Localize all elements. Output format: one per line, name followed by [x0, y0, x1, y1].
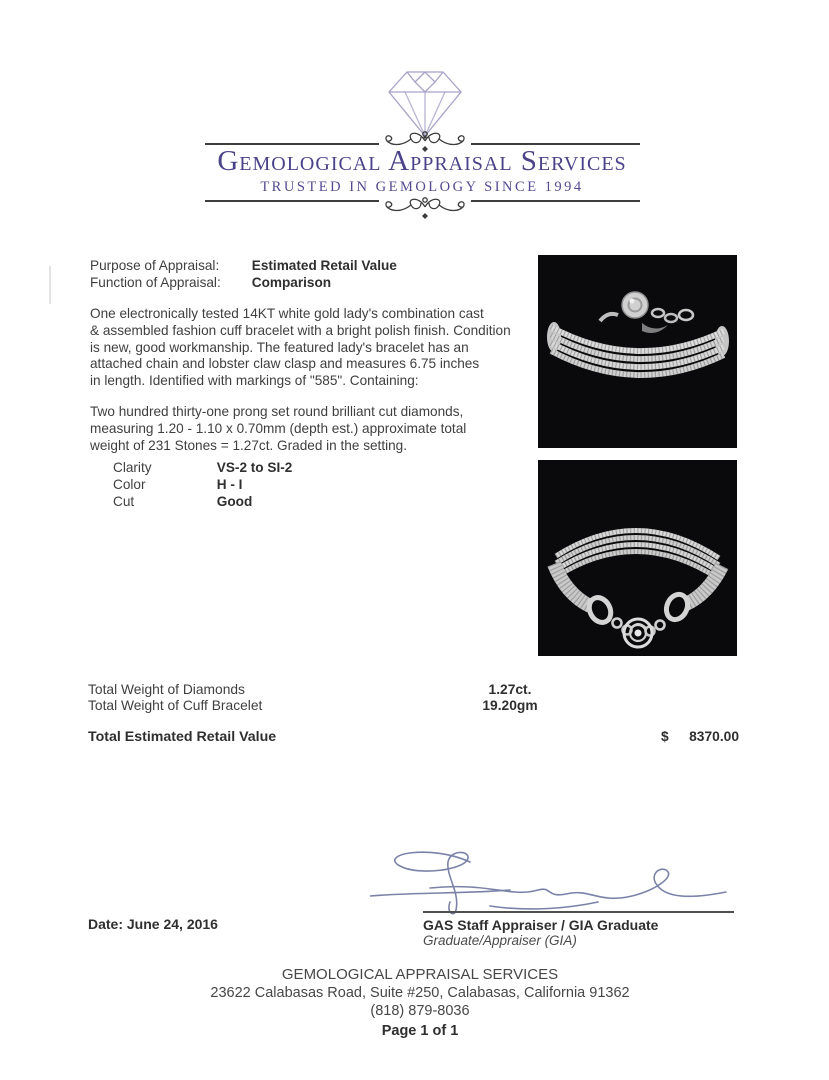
signer-subtitle: Graduate/Appraiser (GIA) — [423, 933, 577, 948]
footer-company: GEMOLOGICAL APPRAISAL SERVICES — [281, 966, 559, 983]
retail-value-label: Total Estimated Retail Value — [88, 729, 277, 745]
footer-phone: (818) 879-8036 — [370, 1003, 470, 1019]
date-label: Date: June 24, 2016 — [88, 916, 218, 932]
total-diamonds-value: 1.27ct. — [488, 682, 532, 697]
totals-values — [455, 682, 565, 715]
cut-value: Good — [216, 493, 253, 509]
scroll-ornament-bottom-icon — [377, 194, 473, 220]
clarity-label: Clarity — [113, 460, 152, 475]
description-line: attached chain and lobster claw clasp and measures 6.75 inches — [90, 356, 480, 372]
appraisal-purpose-block — [90, 258, 397, 292]
description-line: is new, good workmanship. The featured lady's bracelet has an — [90, 339, 469, 355]
totals-labels — [88, 682, 262, 715]
page-indicator: Page 1 of 1 — [381, 1023, 459, 1039]
purpose-label: Purpose of Appraisal: — [90, 258, 220, 273]
scan-artifact-mark — [49, 266, 51, 304]
function-row — [90, 275, 397, 292]
grading-row-color — [113, 477, 292, 494]
retail-value-amount: 8370.00 — [689, 729, 739, 744]
purpose-value: Estimated Retail Value — [251, 258, 397, 273]
purpose-row — [90, 258, 397, 275]
bracelet-photo-front — [538, 255, 737, 448]
brand-tagline: TRUSTED IN GEMOLOGY SINCE 1994 — [260, 179, 584, 195]
description-line: One electronically tested 14KT white gold lady's combination cast — [90, 306, 484, 321]
color-label: Color — [113, 476, 146, 492]
grading-table — [113, 460, 292, 510]
appraiser-signature-mark — [370, 848, 740, 916]
clarity-value: VS-2 to SI-2 — [216, 460, 293, 475]
brand-title: Gemological Appraisal Services — [217, 145, 627, 177]
total-diamonds-label: Total Weight of Diamonds — [88, 682, 245, 697]
description-line: measuring 1.20 - 1.10 x 0.70mm (depth est.) approximate total — [90, 420, 467, 436]
header-rule-bottom-right — [471, 200, 640, 202]
footer-address: 23622 Calabasas Road, Suite #250, Calabasas, California 91362 — [210, 985, 630, 1001]
signature-rule — [423, 911, 734, 913]
function-value: Comparison — [251, 274, 332, 290]
signer-title: GAS Staff Appraiser / GIA Graduate — [423, 917, 659, 933]
total-bracelet-value: 19.20gm — [482, 698, 538, 714]
color-value: H - I — [216, 476, 243, 492]
description-paragraph-1 — [90, 306, 511, 390]
description-line: weight of 231 Stones = 1.27ct. Graded in the setting. — [90, 437, 408, 453]
retail-currency-symbol: $ — [661, 729, 669, 744]
total-bracelet-label: Total Weight of Cuff Bracelet — [88, 698, 263, 714]
description-line: in length. Identified with markings of "585". Containing: — [90, 373, 419, 389]
cut-label: Cut — [113, 493, 135, 509]
grading-row-clarity — [113, 460, 292, 477]
bracelet-photo-clasp — [538, 460, 737, 656]
description-line: & assembled fashion cuff bracelet with a bright polish finish. Condition — [90, 322, 511, 338]
description-line: Two hundred thirty-one prong set round brilliant cut diamonds, — [90, 404, 464, 419]
header-rule-bottom-left — [205, 200, 379, 202]
function-label: Function of Appraisal: — [90, 274, 221, 290]
grading-row-cut — [113, 494, 292, 511]
description-paragraph-2 — [90, 404, 466, 454]
